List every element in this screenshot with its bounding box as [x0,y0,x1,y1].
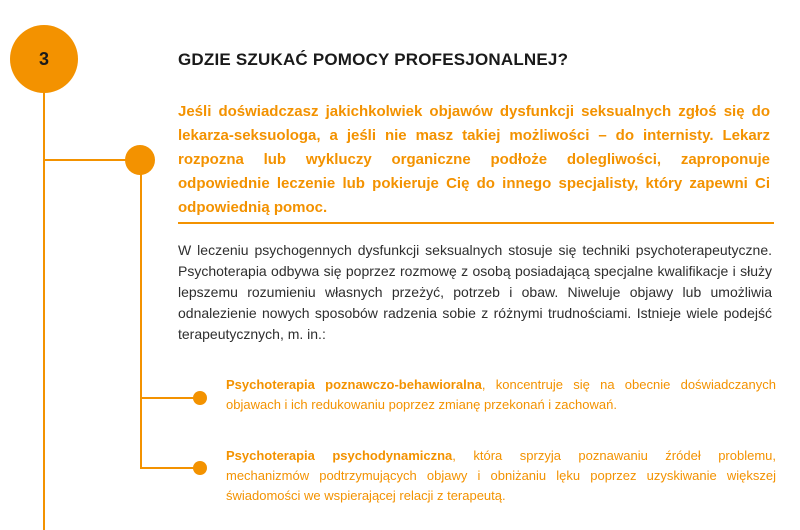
list-item [226,375,776,415]
list-item-term: Psychoterapia psychodynamiczna [226,448,453,463]
section-number: 3 [38,48,49,69]
list-item [226,446,776,506]
list-item-term: Psychoterapia poznawczo-behawioralna [226,377,482,392]
connector-item-2 [140,467,200,469]
section-title: GDZIE SZUKAĆ POMOCY PROFESJONALNEJ? [178,50,569,69]
list-item-text: , koncentruje się na obecnie doświadczanych objawach i ich redukowaniu poprzez zmianę przekonań i zachowań. [226,377,776,412]
lead-paragraph: Jeśli doświadczasz jakichkolwiek objawów dysfunkcji seksualnych zgłoś się do lekarza-seksuologa, a jeśli nie masz takiej możliwości – do internisty. Lekarz rozpozna lub wykluczy organiczne podłoże dolegliwości, zaproponuje odpowiednie leczenie lub pokieruje Cię do innego specjalisty, który zapewni Ci odpowiednią pomoc. [178,103,770,216]
timeline-sub-line [140,170,142,468]
timeline-main-line [43,90,45,530]
connector-item-1-dot [193,391,207,405]
connector-item-2-dot [193,461,207,475]
connector-item-1 [140,397,200,399]
body-paragraph: W leczeniu psychogennych dysfunkcji seksualnych stosuje się techniki psychoterapeutyczne. Psychoterapia odbywa się poprzez rozmowę z osobą posiadającą specjalne kwalifikacje i służy lepszemu rozumieniu własnych przeżyć, potrzeb i obaw. Niweluje objawy lub umożliwia odnalezienie nowych sposobów radzenia sobie z różnymi trudnościami. Istnieje wiele podejść terapeutycznych, m. in.: [178,242,772,342]
divider [178,222,774,224]
list-item-text: , która sprzyja poznawaniu źródeł problemu, mechanizmów podtrzymujących objawy i obniżaniu lęku poprzez uzyskiwanie większej świadomości we wspierającej relacji z terapeutą. [226,448,776,503]
section-number-badge [10,25,78,93]
